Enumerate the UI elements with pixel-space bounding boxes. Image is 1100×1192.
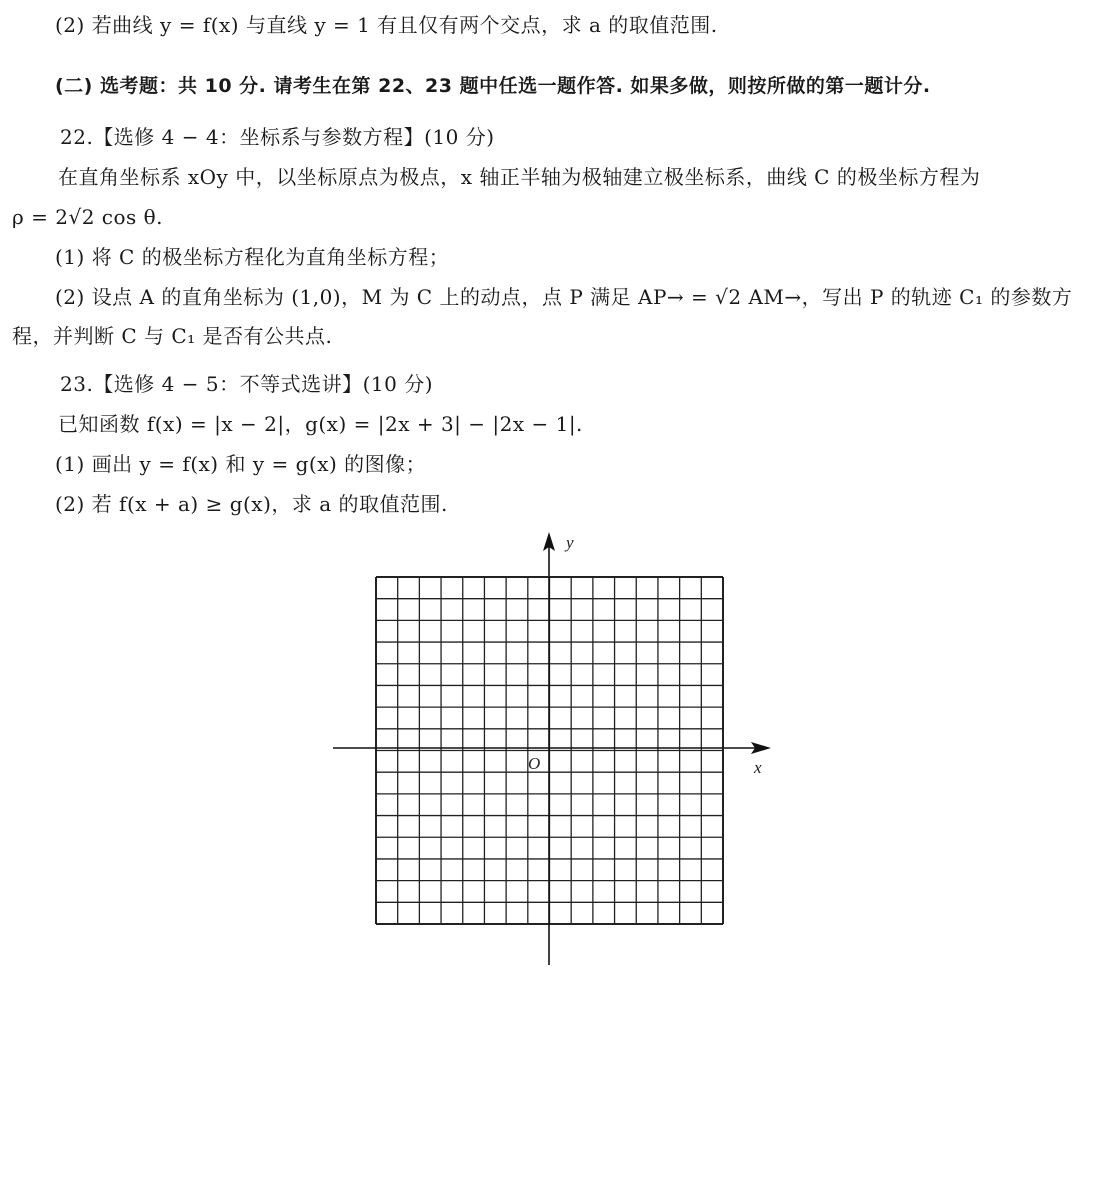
origin-label: O — [528, 754, 541, 773]
question-23-title: 23.【选修 4 − 5：不等式选讲】(10 分) — [60, 372, 433, 396]
coordinate-grid-figure — [330, 525, 780, 970]
question-23-part-2: (2) 若 f(x + a) ≥ g(x)，求 a 的取值范围. — [55, 492, 448, 516]
question-22-stem: 在直角坐标系 xOy 中，以坐标原点为极点，x 轴正半轴为极轴建立极坐标系，曲线 C 的极坐标方程为 — [58, 165, 981, 189]
question-23-part-1: (1) 画出 y = f(x) 和 y = g(x) 的图像； — [55, 452, 427, 476]
question-23-stem: 已知函数 f(x) = |x − 2|，g(x) = |2x + 3| − |2x − 1|. — [58, 412, 583, 436]
question-22-part-2-cont: 程，并判断 C 与 C₁ 是否有公共点. — [12, 324, 333, 348]
question-22-part-2: (2) 设点 A 的直角坐标为 (1,0)，M 为 C 上的动点，点 P 满足 AP→ = √2 AM→，写出 P 的轨迹 C₁ 的参数方 — [55, 285, 1073, 309]
question-22-equation: ρ = 2√2 cos θ. — [12, 205, 164, 229]
x-axis-label: x — [754, 758, 762, 777]
question-22-part-1: (1) 将 C 的极坐标方程化为直角坐标方程； — [55, 245, 450, 269]
elective-section-heading: (二) 选考题：共 10 分. 请考生在第 22、23 题中任选一题作答. 如果多做，则按所做的第一题计分. — [55, 75, 931, 97]
question-22-title: 22.【选修 4 − 4：坐标系与参数方程】(10 分) — [60, 125, 495, 149]
y-axis-label: y — [566, 533, 574, 552]
coordinate-grid-svg — [330, 525, 780, 970]
question-21-part-2: (2) 若曲线 y = f(x) 与直线 y = 1 有且仅有两个交点，求 a 的取值范围. — [55, 13, 718, 37]
